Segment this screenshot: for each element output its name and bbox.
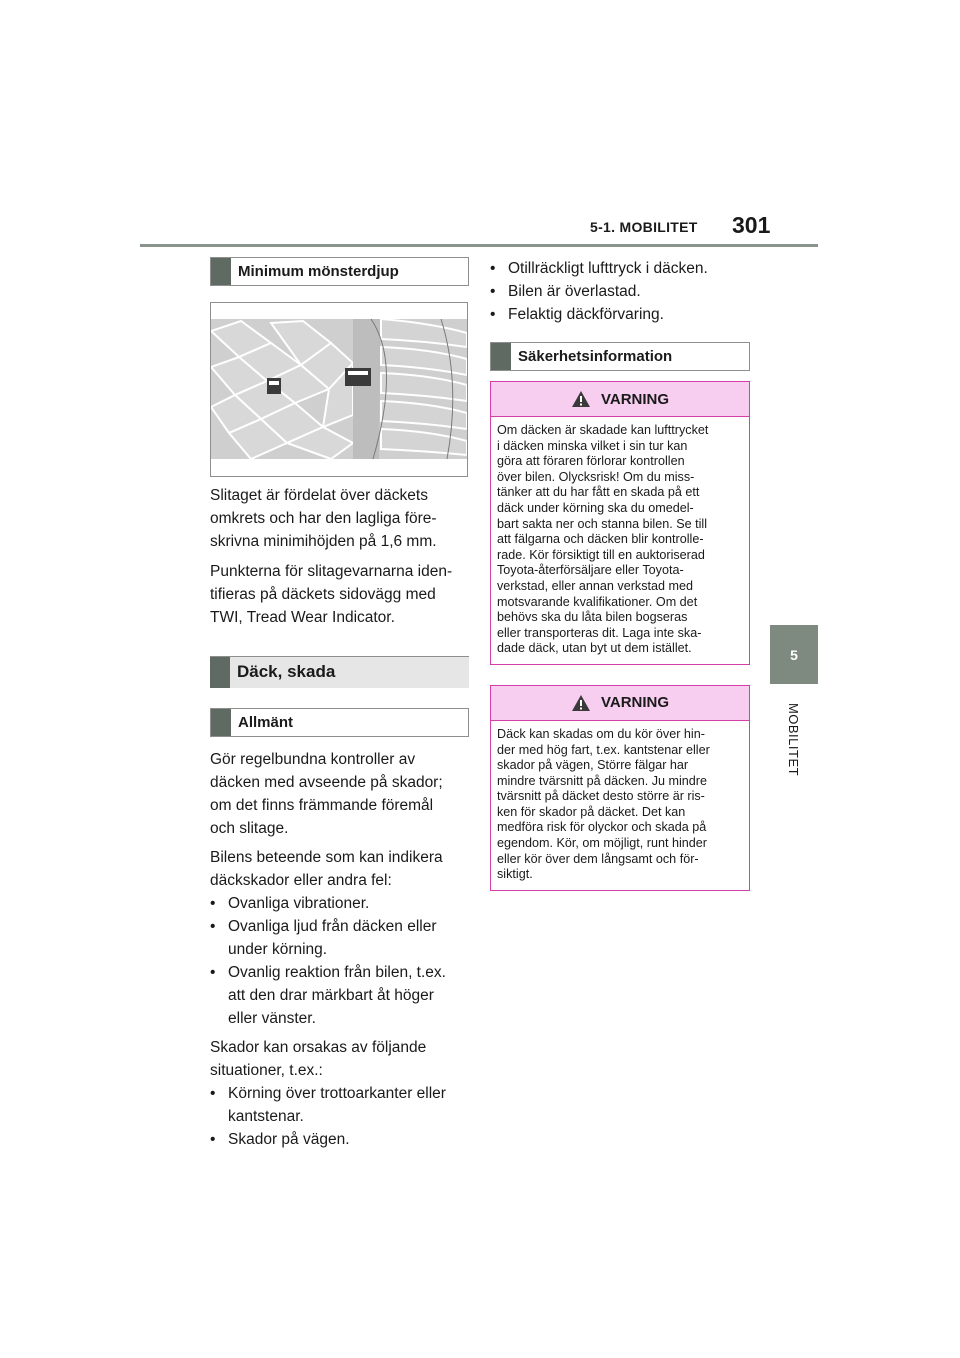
left-column xyxy=(210,257,469,1151)
list-item: • Ovanliga ljud från däcken eller under körning. xyxy=(210,918,437,958)
bullet-list-symptoms xyxy=(210,892,469,1030)
paragraph-twi: Punkterna för slitagevarnarna iden- tifieras på däckets sidovägg med TWI, Tread Wear Indicator. xyxy=(210,563,453,626)
warning-triangle-icon xyxy=(571,694,591,712)
paragraph-wear-distribution: Slitaget är fördelat över däckets omkrets och har den lagliga före- skrivna minimihöjden på 1,6 mm. xyxy=(210,487,437,550)
paragraph-behaviour: Bilens beteende som kan indikera däckskador eller andra fel: xyxy=(210,849,443,889)
warning-box xyxy=(490,381,750,665)
tire-tread-illustration xyxy=(210,302,468,477)
section-heading-tread-depth: Minimum mönsterdjup xyxy=(210,257,469,286)
paragraph-causes: Skador kan orsakas av följande situationer, t.ex.: xyxy=(210,1039,427,1079)
bullet-list-causes xyxy=(210,1082,469,1151)
list-item: • Bilen är överlastad. xyxy=(490,283,641,300)
main-heading-tire-damage: Däck, skada xyxy=(210,656,469,688)
chapter-label: MOBILITET xyxy=(786,702,802,776)
warning-triangle-icon xyxy=(571,390,591,408)
list-item: • Ovanliga vibrationer. xyxy=(210,895,370,912)
section-heading-general: Allmänt xyxy=(210,708,469,737)
list-item: • Felaktig däckförvaring. xyxy=(490,306,664,323)
section-heading-safety: Säkerhetsinformation xyxy=(490,342,750,371)
bullet-list-more-causes xyxy=(490,257,750,326)
header-section-title: 5-1. MOBILITET xyxy=(590,219,698,235)
right-column xyxy=(490,257,750,891)
warning-title: VARNING xyxy=(600,694,670,712)
list-item: • Ovanlig reaktion från bilen, t.ex. att den drar märkbart åt höger eller vänster. xyxy=(210,964,446,1027)
page-number: 301 xyxy=(732,212,771,238)
chapter-tab[interactable]: 5 xyxy=(770,625,818,684)
warning-box xyxy=(490,685,750,891)
paragraph-regular-checks: Gör regelbundna kontroller av däcken med avseende på skador; om det finns främmande föremål och slitage. xyxy=(210,751,443,837)
list-item: • Körning över trottoarkanter eller kantstenar. xyxy=(210,1085,446,1125)
warning-text: Om däcken är skadade kan lufttrycket i däcken minska vilket i sin tur kan göra att föraren förlorar kontrollen över bilen. Olycksrisk! Om du miss- tänker att du har fått en skada på ett däck under körning ska du omedel- bart sakta ner och stanna bilen. Se till att fälgarna och däcken blir kontrolle- rade. Kör försiktigt till en auktoriserad Toyota-återförsäljare eller Toyota- verkstad, eller annan verkstad med motsvarande kvalifikationer. Om det behövs ska du låta bilen bogseras eller transporteras dit. Laga inte ska- dade däck, utan byt ut dem istället. xyxy=(491,417,749,664)
warning-text: Däck kan skadas om du kör över hin- der med hög fart, t.ex. kantstenar eller skador på vägen, Större fälgar har mindre tvärsnitt på däcken. Ju mindre tvärsnitt på däcket desto större är ris- ken för skador på däcket. Det kan medföra risk för olyckor och skada på egendom. Kör, om möjligt, runt hinder eller kör över dem långsamt och för- siktigt. xyxy=(491,721,749,890)
list-item: • Otillräckligt lufttryck i däcken. xyxy=(490,260,708,277)
warning-title: VARNING xyxy=(600,390,670,408)
header-divider xyxy=(140,244,818,247)
list-item: • Skador på vägen. xyxy=(210,1131,350,1148)
